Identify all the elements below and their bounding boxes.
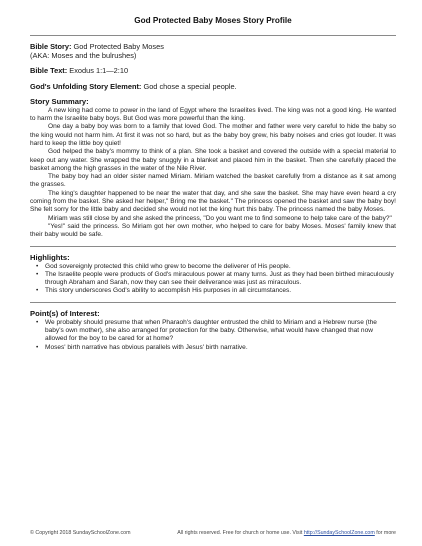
bible-story-label: Bible Story: [30,42,72,51]
list-item [36,270,396,288]
bullet-icon: • [36,270,39,278]
summary-paragraph: God helped the baby's mommy to think of a plan. She took a basket and covered the outside with a special material to keep out any water. She wrapped the baby snuggly in a blanket and placed him in the basket. Then she carefully placed the basket among the high grasses in the water of the Nile River. [30,148,396,172]
summary-paragraph: "Yes!" said the princess. So Miriam got her own mother, who helped to care for baby Moses. Moses' family knew that their baby would be safe. [30,222,396,239]
summary-paragraph: One day a baby boy was born to a family that loved God. The mother and father were very careful to hide the baby so the king would not harm him. At first it was not so hard, but as the baby boy grew, his baby noises and cries got louder. It was hard to keep the little boy quiet! [30,123,396,147]
unfolding-story-field [30,82,396,91]
footer-rights-text: All rights reserved. Free for church or home use. Visit [177,530,303,536]
list-item [36,262,396,271]
list-item [36,318,396,344]
bullet-icon: • [36,318,39,326]
section-divider [30,302,396,303]
page-footer [30,530,396,536]
footer-website-link[interactable]: http://SundaySchoolZone.com [303,530,375,536]
list-item [36,287,396,295]
highlight-text: God sovereignly protected this child who grew to become the deliverer of His people. [45,262,291,270]
bible-text-field [30,66,396,75]
highlight-text: The Israelite people were products of God's miraculous power at many turns. Just as they had been birthed miraculously through Abraham and Sarah, now they can see their deliverance was just as miraculous. [45,270,394,287]
highlights-heading: Highlights: [30,252,70,262]
footer-rights-end: for more [376,530,396,536]
bible-story-aka: (AKA: Moses and the bulrushes) [30,51,137,61]
point-text: We probably should presume that when Pharaoh's daughter entrusted the child to Miriam and a Hebrew nurse (the baby's own mother), she also arranged for protection for the baby. Otherwise, what would have changed that now allowed for the boy to be cared for at home? [45,318,377,343]
unfolding-story-value: God chose a special people. [143,81,237,91]
bullet-icon: • [36,287,39,295]
points-of-interest-section [30,309,396,352]
bullet-icon: • [36,262,39,270]
highlight-text: This story underscores God's ability to accomplish His purposes in all circumstances. [45,287,292,295]
list-item [36,343,396,352]
story-summary-section [30,97,396,240]
summary-paragraph: The baby boy had an older sister named Miriam. Miriam watched the basket carefully from a distance as it sat among the grasses. [30,173,396,189]
highlights-list [30,263,396,296]
unfolding-story-label: God's Unfolding Story Element: [30,81,142,91]
highlights-section [30,253,396,296]
summary-paragraph: The king's daughter happened to be near the water that day, and she saw the basket. She may have even heard a cry coming from the basket. She asked her helper," Bring me the basket." The princess opened the basket and saw the baby boy! She felt sorry for the little baby and decided she would not let the king hurt this baby. The princess named the baby Moses. [30,189,396,214]
points-heading: Point(s) of Interest: [30,308,100,318]
points-list [30,319,396,352]
story-summary-heading: Story Summary: [30,96,89,106]
title-divider [30,35,396,36]
bible-text-value: Exodus 1:1—2:10 [69,66,129,76]
page-title: God Protected Baby Moses Story Profile [134,16,292,25]
bullet-icon: • [36,343,39,351]
bible-story-value: God Protected Baby Moses [73,42,164,51]
section-divider [30,246,396,247]
bible-story-field [30,42,396,60]
footer-rights [177,530,396,536]
summary-paragraph: A new king had come to power in the land of Egypt where the Israelites lived. The king was not a good king. He wanted to harm the Israelite baby boys. But God was more powerful than the king. [30,106,396,123]
point-text: Moses' birth narrative has obvious parallels with Jesus' birth narrative. [45,343,248,351]
bible-text-label: Bible Text: [30,66,68,76]
summary-paragraph: Miriam was still close by and she asked the princess, "Do you want me to find someone to help take care of the baby?" [48,214,392,222]
footer-copyright: © Copyright 2018 SundaySchoolZone.com [30,530,131,536]
